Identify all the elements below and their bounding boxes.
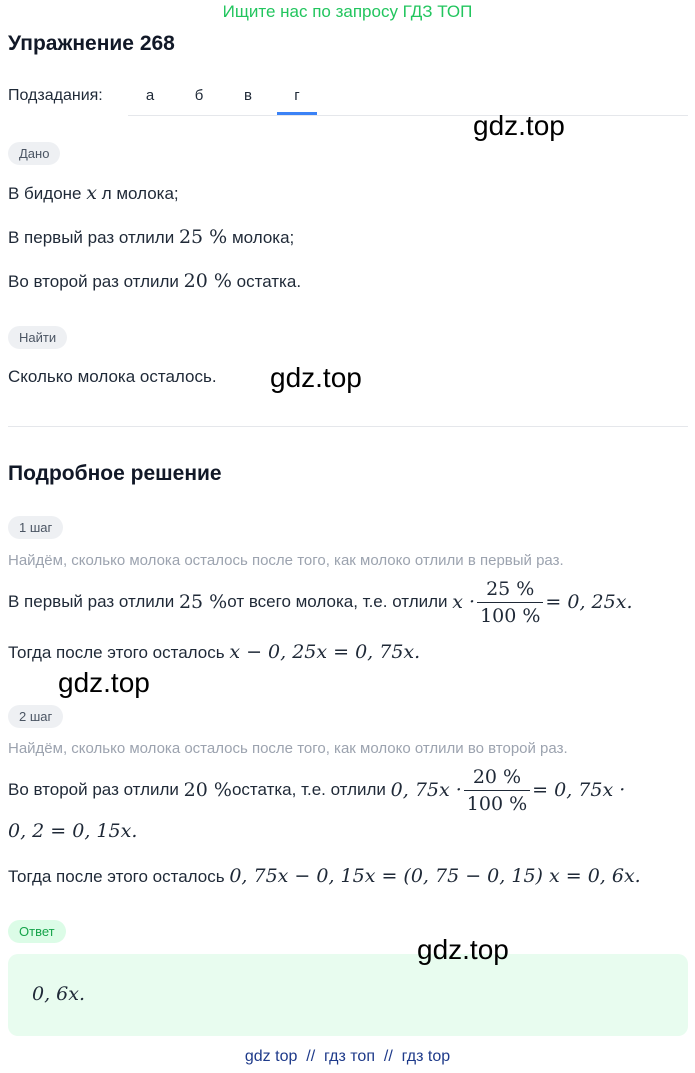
section-divider (8, 426, 688, 427)
given-line-3: Во второй раз отлили 20 % остатка. (8, 270, 302, 292)
fraction-step-1: $\frac{25 \%}{100 \%}$ (477, 578, 543, 627)
tab-b[interactable]: б (194, 87, 204, 104)
given-line-2: В первый раз отлили 25 % молока; (8, 226, 295, 248)
step-2-badge: 2 шаг (8, 705, 63, 728)
answer-box (8, 954, 688, 1036)
step-2-hint: Найдём, сколько молока осталось после того, как молоко отлили во второй раз. (8, 740, 568, 757)
step-1-badge: 1 шаг (8, 516, 63, 539)
footer-links[interactable]: gdz top // гдз топ // гдз top (244, 1048, 451, 1065)
solution-title: Подробное решение (8, 462, 222, 485)
given-badge: Дано (8, 142, 60, 165)
step-2-line-2: Тогда после этого осталось 0, 75x − 0, 15x = (0, 75 − 0, 15) x = 0, 6x. (8, 865, 641, 887)
given-line-1: В бидоне x л молока; (8, 182, 179, 204)
answer-value: 0, 6x. (32, 983, 86, 1005)
tab-v[interactable]: в (244, 87, 252, 104)
tab-g[interactable]: г (294, 87, 300, 104)
promo-banner[interactable]: Ищите нас по запросу ГДЗ ТОП (222, 2, 473, 21)
find-badge: Найти (8, 326, 67, 349)
page-title: Упражнение 268 (8, 32, 175, 55)
fraction-step-2: $\frac{20 \%}{100 \%}$ (464, 766, 530, 815)
tabs-divider (128, 115, 688, 116)
step-1-hint: Найдём, сколько молока осталось после того, как молоко отлили в первый раз. (8, 552, 564, 569)
active-tab-indicator (277, 112, 317, 115)
subtasks-label: Подзадания: (8, 87, 103, 104)
watermark-1: gdz.top (473, 110, 565, 141)
tab-a[interactable]: а (145, 87, 155, 104)
find-text: Сколько молока осталось. (8, 367, 217, 386)
watermark-2: gdz.top (270, 362, 362, 393)
step-1-line-2: Тогда после этого осталось x − 0, 25x = 0, 75x. (8, 641, 421, 663)
watermark-3: gdz.top (58, 667, 150, 698)
step-1-line-1: В первый раз отлили 25 % от всего молока, т.е. отлили x · $\frac{25 \%}{100 \%}$ = 0, 25x. (8, 577, 633, 627)
watermark-4: gdz.top (417, 934, 509, 965)
step-2-line-1: Во второй раз отлили 20 % остатка, т.е. отлили 0, 75x · $\frac{20 \%}{100 \%}$ = 0, 75x · (8, 765, 626, 815)
step-2-line-1b: 0, 2 = 0, 15x. (8, 820, 138, 842)
answer-badge: Ответ (8, 920, 66, 943)
